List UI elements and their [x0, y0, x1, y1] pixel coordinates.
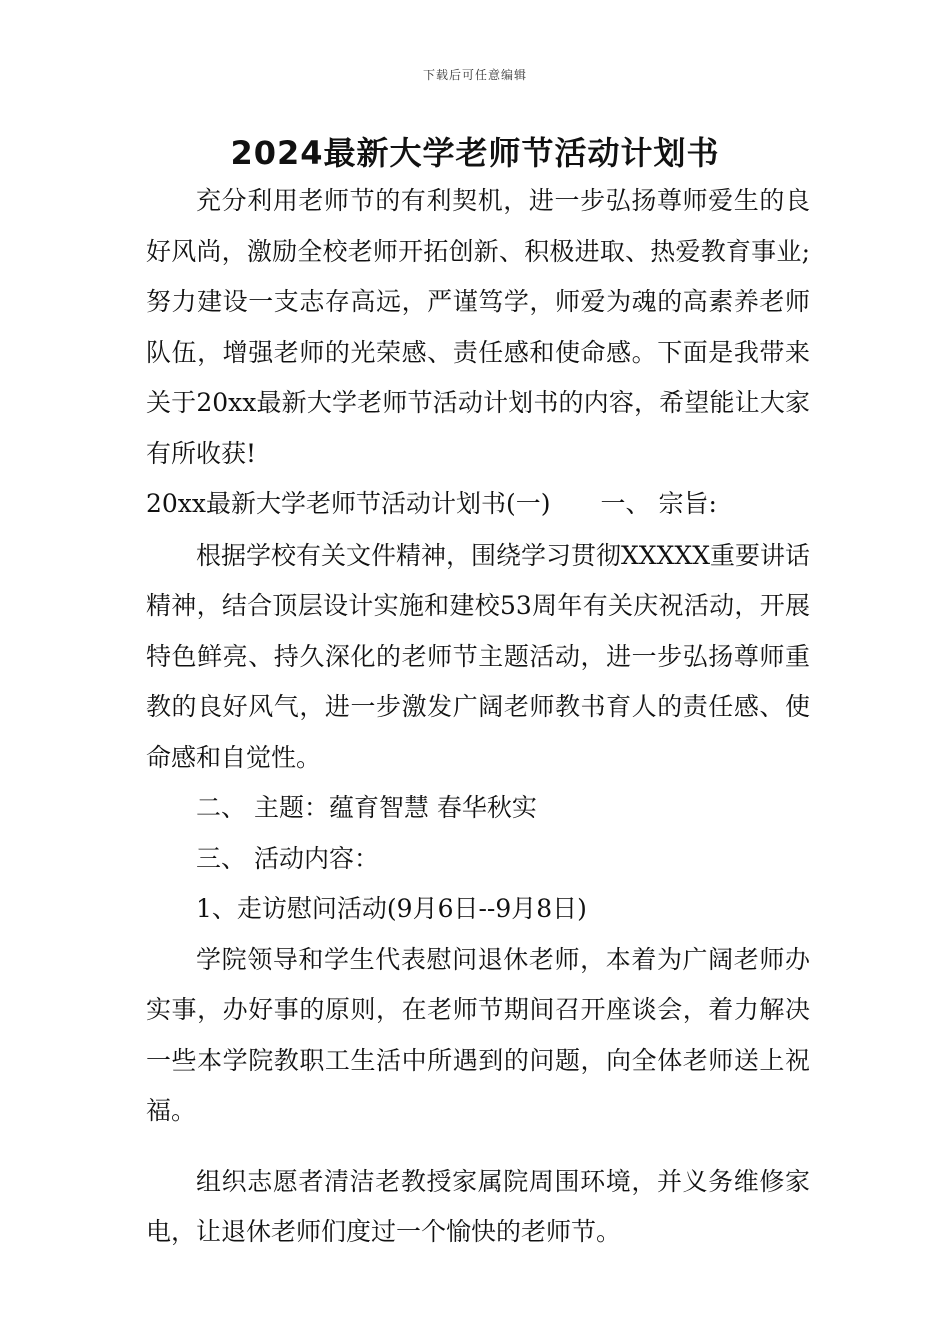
visit-paragraph: 学院领导和学生代表慰问退休老师，本着为广阔老师办实事，办好事的原则，在老师节期间召开座谈会，着力解决一些本学院教职工生活中所遇到的问题，向全体老师送上祝福。 — [146, 944, 810, 1125]
activity-item-1: 1、走访慰问活动(9月6日--9月8日) — [196, 894, 587, 923]
header-note: 下载后可任意编辑 — [422, 68, 527, 82]
volunteer-paragraph: 组织志愿者清洁老教授家属院周围环境，并义务维修家电，让退休老师们度过一个愉快的老师节。 — [146, 1166, 810, 1246]
content-heading: 三、 活动内容： — [196, 843, 379, 873]
document-title: 2024最新大学老师节活动计划书 — [230, 134, 720, 172]
section-heading: 20xx最新大学老师节活动计划书(一) 一、 宗旨: — [146, 489, 717, 518]
document-body — [146, 176, 810, 1258]
theme-line: 二、 主题：蕴育智慧 春华秋实 — [196, 793, 537, 822]
intro-paragraph: 充分利用老师节的有利契机，进一步弘扬尊师爱生的良好风尚，激励全校老师开拓创新、积极进取、热爱教育事业;努力建设一支志存高远，严谨笃学，师爱为魂的高素养老师队伍，增强老师的光荣感、责任感和使命感。下面是我带来关于20xx最新大学老师节活动计划书的内容，希望能让大家有所收获! — [146, 186, 810, 468]
purpose-paragraph: 根据学校有关文件精神，围绕学习贯彻XXXXX重要讲话精神，结合顶层设计实施和建校53周年有关庆祝活动，开展特色鲜亮、持久深化的老师节主题活动，进一步弘扬尊师重教的良好风气，进一步激发广阔老师教书育人的责任感、使命感和自觉性。 — [146, 540, 810, 772]
